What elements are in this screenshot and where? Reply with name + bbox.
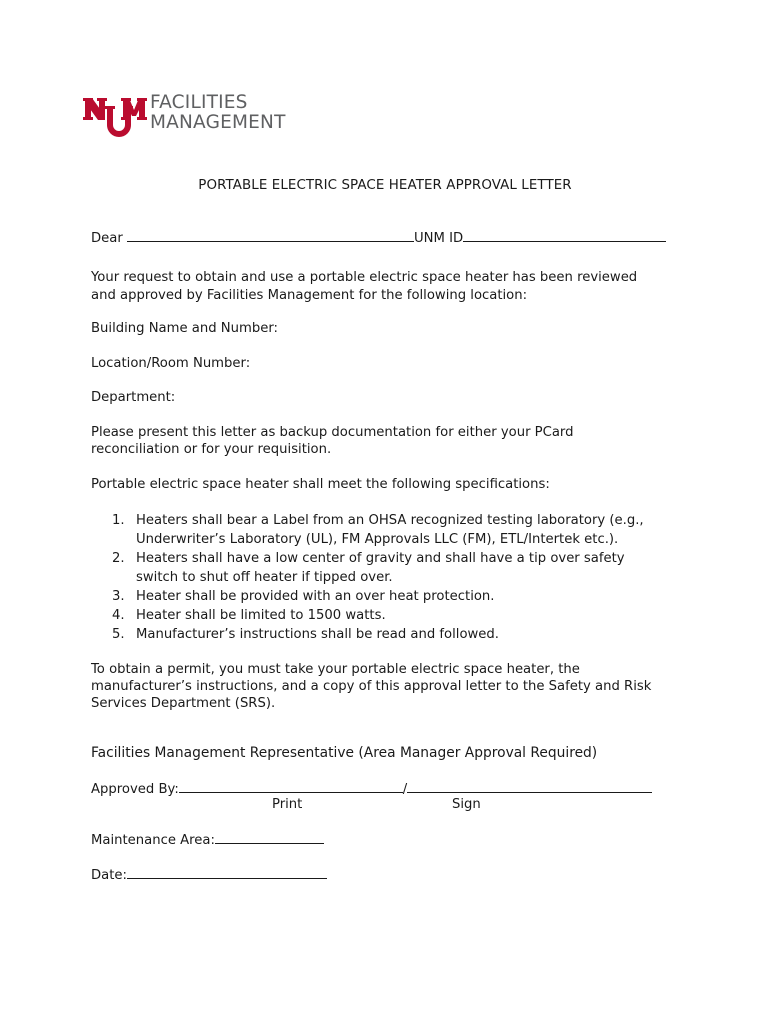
spec-text: Heater shall be limited to 1500 watts.: [136, 608, 386, 623]
specs-list: [91, 511, 691, 644]
approved-by-label: Approved By:: [91, 782, 179, 797]
approved-by-print-field[interactable]: [179, 780, 403, 793]
representative-heading: Facilities Management Representative (Area Manager Approval Required): [91, 745, 598, 761]
approved-by-sign-field[interactable]: [407, 780, 652, 793]
spec-number: 2.: [112, 551, 125, 566]
approved-by-line: [91, 780, 652, 798]
spec-text: Heaters shall bear a Label from an OHSA recognized testing laboratory (e.g.,: [136, 513, 644, 528]
permit-line-1: To obtain a permit, you must take your portable electric space heater, the: [91, 662, 580, 677]
letter-title: PORTABLE ELECTRIC SPACE HEATER APPROVAL LETTER: [198, 178, 572, 193]
spec-item: [91, 606, 691, 625]
spec-number: 1.: [112, 513, 125, 528]
dear-label: Dear: [91, 231, 123, 246]
spec-text-cont: Underwriter’s Laboratory (UL), FM Approvals LLC (FM), ETL/Intertek etc.).: [136, 532, 619, 547]
dear-name-field[interactable]: [127, 229, 414, 242]
intro-line-2: and approved by Facilities Management for the following location:: [91, 288, 528, 303]
maintenance-area-label: Maintenance Area:: [91, 833, 215, 848]
location-label: Location/Room Number:: [91, 356, 251, 371]
maintenance-area-line: [91, 831, 324, 849]
date-field[interactable]: [127, 866, 327, 879]
spec-text: Heater shall be provided with an over heat protection.: [136, 589, 495, 604]
unm-logo-mark-icon: [83, 92, 147, 138]
dear-line: [91, 229, 666, 247]
intro-line-1: Your request to obtain and use a portable electric space heater has been reviewed: [91, 270, 638, 285]
spec-text: Heaters shall have a low center of gravity and shall have a tip over safety: [136, 551, 625, 566]
logo-wordmark: [150, 93, 286, 133]
date-label: Date:: [91, 868, 127, 883]
unm-id-field[interactable]: [463, 229, 666, 242]
spec-number: 4.: [112, 608, 125, 623]
unm-facilities-logo: [83, 92, 313, 138]
spec-item: [91, 587, 691, 606]
spec-text: Manufacturer’s instructions shall be read and followed.: [136, 627, 499, 642]
spec-text-cont: switch to shut off heater if tipped over.: [136, 570, 393, 585]
logo-text-facilities: FACILITIES: [150, 92, 248, 113]
building-label: Building Name and Number:: [91, 321, 278, 336]
spec-item: [91, 625, 691, 644]
spec-item: [91, 511, 691, 549]
maintenance-area-field[interactable]: [215, 831, 324, 844]
unm-id-label: UNM ID: [413, 231, 464, 246]
specs-intro: Portable electric space heater shall meet the following specifications:: [91, 477, 550, 492]
present-line-1: Please present this letter as backup documentation for either your PCard: [91, 425, 574, 440]
slash-separator: /: [402, 782, 408, 797]
permit-line-2: manufacturer’s instructions, and a copy of this approval letter to the Safety and Risk: [91, 679, 652, 694]
department-label: Department:: [91, 390, 176, 405]
spec-number: 5.: [112, 627, 125, 642]
logo-text-management: MANAGEMENT: [150, 112, 286, 133]
present-line-2: reconciliation or for your requisition.: [91, 442, 332, 457]
date-line: [91, 866, 327, 884]
print-caption: Print: [272, 797, 303, 812]
permit-line-3: Services Department (SRS).: [91, 696, 276, 711]
spec-number: 3.: [112, 589, 125, 604]
sign-caption: Sign: [452, 797, 481, 812]
spec-item: [91, 549, 691, 587]
